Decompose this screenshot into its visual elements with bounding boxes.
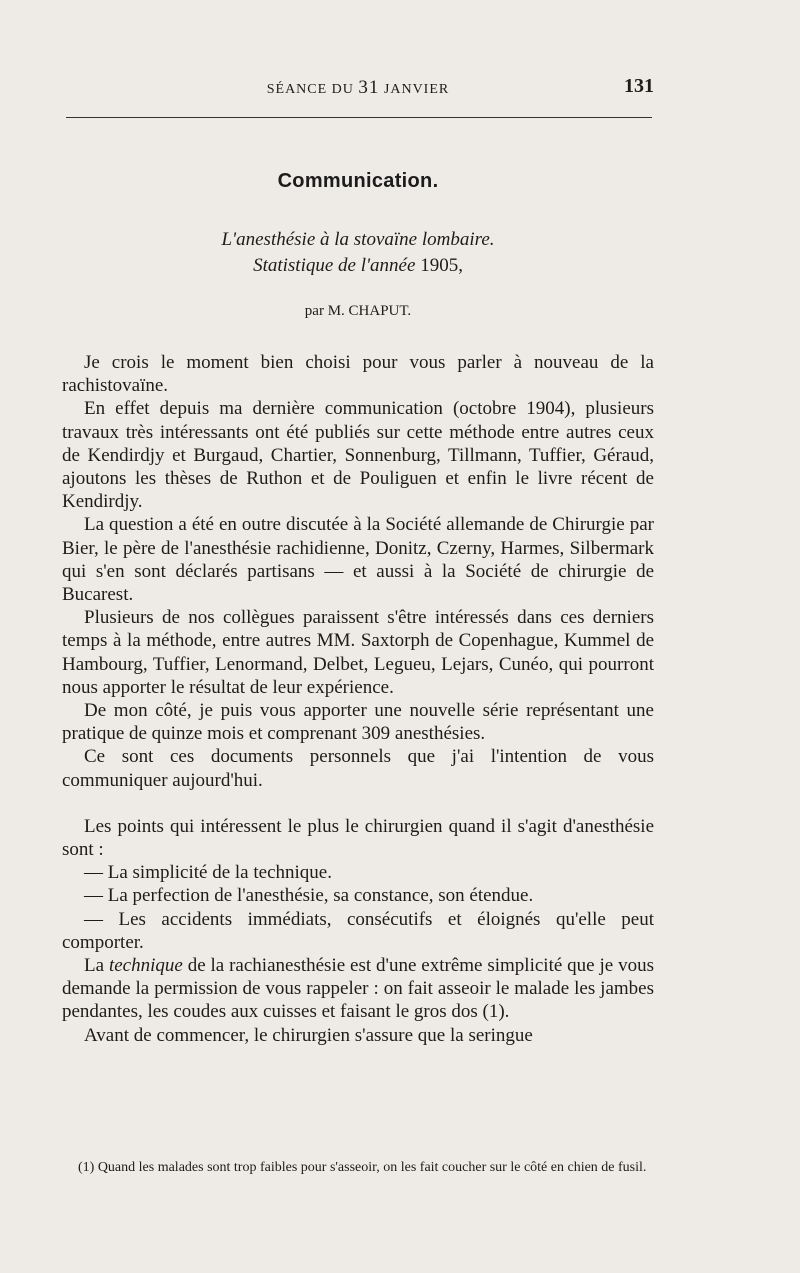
article-title-year: 1905, [420,255,463,276]
running-title-day: 31 [358,77,380,98]
footnote-text: (1) Quand les malades sont trop faibles pour s'asseoir, on les fait coucher sur le côté en chien de fusil. [78,1160,647,1175]
technique-paragraph [62,954,654,1024]
list-item: — La perfection de l'anesthésie, sa constance, son étendue. [84,885,534,907]
article-title-line-2 [62,255,654,277]
paragraph: La question a été en outre discutée à la Société allemande de Chirurgie par Bier, le père de l'anesthésie rachidienne, Donitz, Czerny, Harmes, Silbermark qui s'en sont déclarés partisans — et aussi à la Société de chirurgie de Bucarest. [62,514,654,606]
header-rule [66,117,652,118]
paragraph: Je crois le moment bien choisi pour vous parler à nouveau de la rachistovaïne. [62,352,654,397]
footnote [62,1158,654,1177]
article-title-statistique: Statistique de l'année [253,255,416,276]
list-item: — La simplicité de la technique. [84,862,332,884]
paragraph: En effet depuis ma dernière communication (octobre 1904), plusieurs travaux très intéressants ont été publiés sur cette méthode entre autres ceux de Kendirdjy et Burgaud, Chartier, Sonnenburg, Tillmann, Tuffier, Géraud, ajoutons les thèses de Ruthon et de Pouliguen et enfin le livre récent de Kendirdjy. [62,398,654,513]
section-title: Communication. [277,170,439,192]
body-text [62,351,654,1047]
paragraph: Ce sont ces documents personnels que j'ai l'intention de vous communiquer aujourd'hui. [62,746,654,791]
paragraph: De mon côté, je puis vous apporter une nouvelle série représentant une pratique de quinze mois et comprenant 309 anesthésies. [62,700,654,745]
technique-before: La [84,955,105,977]
running-title [62,77,654,99]
article-title-line-1: L'anesthésie à la stovaïne lombaire. [221,229,495,250]
paragraph: Les points qui intéressent le plus le chirurgien quand il s'agit d'anesthésie sont : [62,815,654,861]
author-byline: par M. CHAPUT. [304,303,412,319]
page-header [62,77,654,103]
page-number: 131 [624,75,654,97]
technique-after: de la rachianesthésie est d'une extrême simplicité que je vous demande la permission de vous rappeler : on fait asseoir le malade les jambes pendantes, les coudes aux cuisses et faisant le gros dos (1). [62,955,654,1023]
paragraph: Plusieurs de nos collègues paraissent s'être intéressés dans ces derniers temps à la méthode, entre autres MM. Saxtorph de Copenhague, Kummel de Hambourg, Tuffier, Lenormand, Delbet, Legueu, Lejars, Cunéo, qui pourront nous apporter le résultat de leur expérience. [62,607,654,698]
paragraph: Avant de commencer, le chirurgien s'assure que la seringue [84,1024,533,1046]
list-item: — Les accidents immédiats, consécutifs et éloignés qu'elle peut comporter. [62,908,654,953]
running-title-prefix: SÉANCE DU [266,82,354,97]
running-title-month: JANVIER [383,82,450,97]
technique-emphasis: technique [108,955,183,977]
